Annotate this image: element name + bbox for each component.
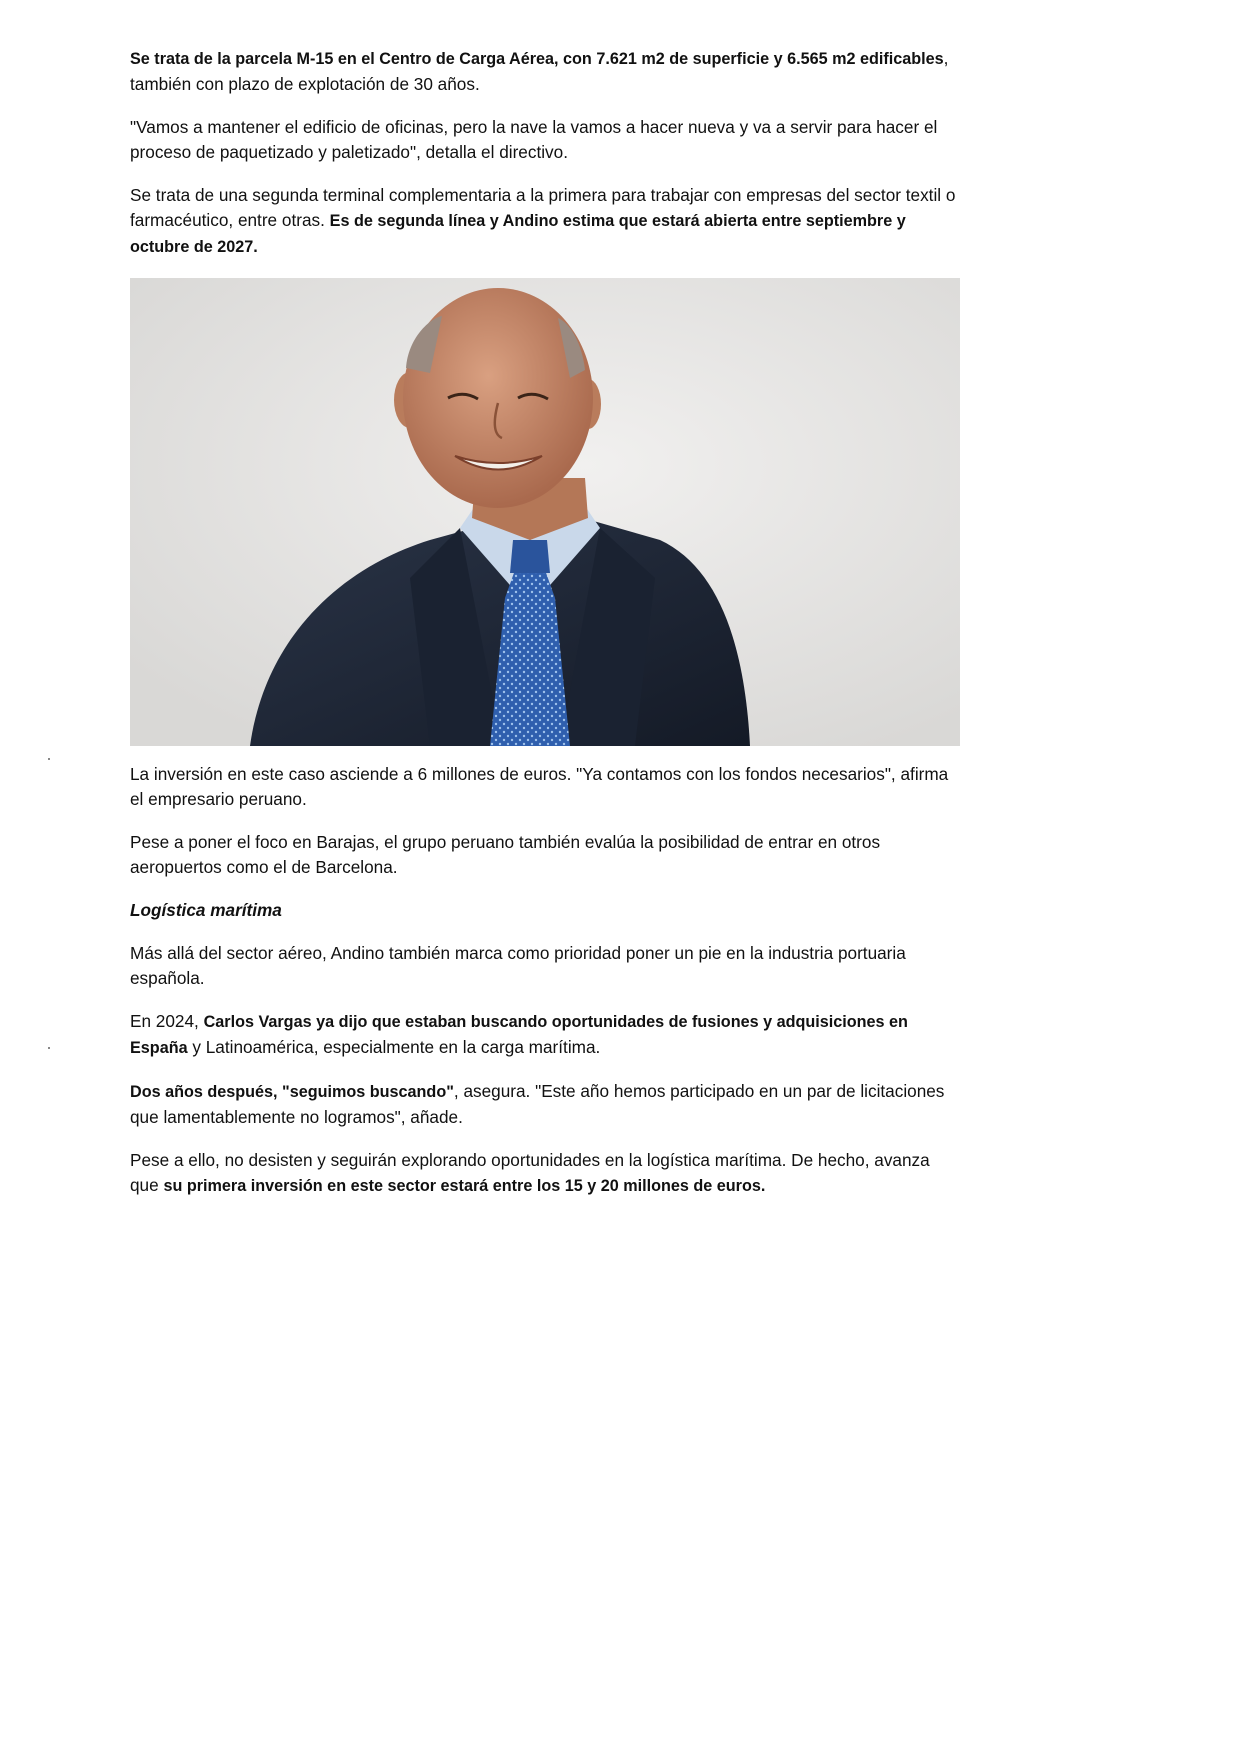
paragraph-port-industry: [130, 941, 962, 991]
paragraph-first-investment: [130, 1148, 962, 1199]
text: En 2024,: [130, 1011, 204, 1031]
bold-text: su primera inversión en este sector estará entre los 15 y 20 millones de euros.: [163, 1177, 766, 1195]
text: y Latinoamérica, especialmente en la carga marítima.: [187, 1037, 601, 1057]
bold-text: Es de segunda línea y Andino estima que estará abierta entre septiembre y octubre de 2027.: [130, 212, 906, 256]
text: Pese a poner el foco en Barajas, el grupo peruano también evalúa la posibilidad de entrar en otros aeropuertos como el de Barcelona.: [130, 832, 881, 877]
paragraph-parcel: [130, 46, 962, 97]
paragraph-2024: [130, 1009, 962, 1061]
text: Más allá del sector aéreo, Andino también marca como prioridad poner un pie en la industria portuaria española.: [130, 943, 906, 988]
text: , asegura. "Este año hemos participado en un par de licitaciones que lamentablemente no logramos", añade.: [130, 1081, 945, 1127]
paragraph-still-searching: [130, 1079, 962, 1130]
paragraph-investment: [130, 762, 962, 812]
bold-text: Se trata de la parcela M-15 en el Centro de Carga Aérea, con 7.621 m2 de superficie y 6.565 m2 edificables: [130, 50, 944, 68]
paragraph-barajas: [130, 830, 962, 880]
text: La inversión en este caso asciende a 6 millones de euros. "Ya contamos con los fondos necesarios", afirma el empresario peruano.: [130, 764, 949, 809]
margin-mark: [48, 758, 50, 760]
text: "Vamos a mantener el edificio de oficinas, pero la nave la vamos a hacer nueva y va a servir para hacer el proceso de paquetizado y paletizado", detalla el directivo.: [130, 117, 938, 162]
section-heading-maritime: Logística marítima: [130, 900, 282, 920]
bold-text: Carlos Vargas ya dijo que estaban buscando oportunidades de fusiones y adquisiciones en España: [130, 1013, 908, 1057]
text: Se trata de una segunda terminal complementaria a la primera para trabajar con empresas del sector textil o farmacéutico, entre otras.: [130, 185, 956, 230]
paragraph-quote-building: [130, 115, 962, 165]
paragraph-second-terminal: [130, 183, 962, 260]
margin-mark: [48, 1047, 50, 1049]
bold-text: Dos años después, "seguimos buscando": [130, 1083, 454, 1101]
article-body: [130, 46, 962, 1217]
executive-portrait-photo: [130, 278, 960, 746]
text: Pese a ello, no desisten y seguirán explorando oportunidades en la logística marítima. De hecho, avanza que: [130, 1150, 930, 1195]
text: , también con plazo de explotación de 30 años.: [130, 48, 949, 94]
